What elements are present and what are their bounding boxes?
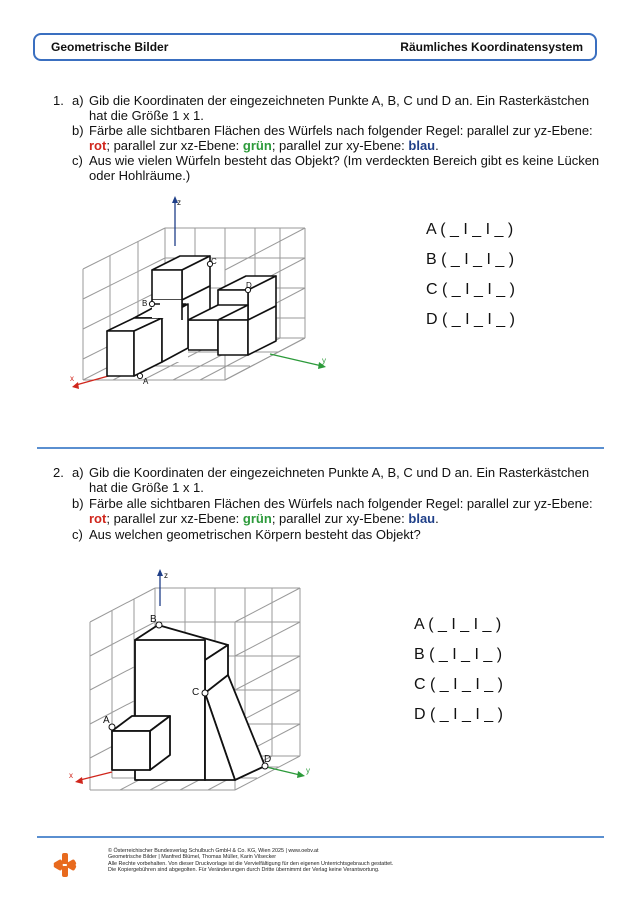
- answer-a[interactable]: A ( _ I _ I _ ): [414, 616, 502, 633]
- footer-authors: Geometrische Bilder | Manfred Blümel, Thomas Müller, Karin Vilsecker: [108, 854, 277, 861]
- task-1-c-text-2: oder Hohlräume.): [89, 168, 191, 183]
- point-a-marker: [109, 724, 115, 730]
- task-2-c-text: Aus welchen geometrischen Körpern besteht das Objekt?: [89, 527, 421, 542]
- answer-d[interactable]: D ( _ I _ I _ ): [426, 311, 515, 328]
- color-word-red: rot: [89, 138, 107, 153]
- label-d: D: [264, 754, 272, 765]
- task-2-a-text-2: hat die Größe 1 x 1.: [89, 480, 204, 495]
- answer-a[interactable]: A ( _ I _ I _ ): [426, 221, 514, 238]
- answer-b[interactable]: B ( _ I _ I _ ): [414, 646, 503, 663]
- label-y: y: [306, 766, 310, 775]
- point-b-marker: [156, 622, 162, 628]
- label-d: D: [246, 281, 252, 290]
- rule-text: ; parallel zur xz-Ebene:: [106, 511, 243, 526]
- task-2-a-text: Gib die Koordinaten der eingezeichneten Punkte A, B, C und D an. Ein Rasterkästchen: [89, 465, 590, 480]
- header-topic: Räumliches Koordinatensystem: [400, 40, 583, 54]
- label-x: x: [69, 771, 73, 780]
- label-z: z: [164, 571, 168, 580]
- color-word-blue: blau: [408, 138, 436, 153]
- label-a: A: [103, 715, 110, 726]
- label-c: C: [192, 687, 200, 698]
- task-1-number: 1.: [53, 93, 64, 108]
- task-1-a-text: Gib die Koordinaten der eingezeichneten Punkte A, B, C und D an. Ein Rasterkästchen: [89, 93, 590, 108]
- footer-copyright: © Österreichischer Bundesverlag Schulbuch GmbH & Co. KG, Wien 2025 | www.oebv.at: [108, 848, 319, 854]
- rule-end: .: [435, 511, 439, 526]
- task-1-a-label: a): [72, 93, 84, 108]
- answer-c[interactable]: C ( _ I _ I _ ): [414, 676, 503, 693]
- task-2-b-label: b): [72, 496, 84, 511]
- label-z: z: [177, 198, 181, 207]
- color-word-green: grün: [242, 138, 272, 153]
- task-1-a-text-2: hat die Größe 1 x 1.: [89, 108, 204, 123]
- footer-rights: Alle Rechte vorbehalten. Von dieser Druckvorlage ist die Vervielfältigung für den eigenen Unterrichtsgebrauch gestattet.: [108, 860, 394, 867]
- footer-fees: Die Kopiergebühren sind abgegolten. Für Veränderungen durch Dritte übernimmt der Verlag keine Verantwortung.: [108, 867, 380, 874]
- task-1-c-label: c): [72, 153, 83, 168]
- rule-text: ; parallel zur xy-Ebene:: [271, 138, 409, 153]
- answer-d[interactable]: D ( _ I _ I _ ): [414, 706, 503, 723]
- figure-2-solids: [112, 625, 265, 780]
- task-2-b-text: Färbe alle sichtbaren Flächen des Würfels nach folgender Regel: parallel zur yz-Ebene:: [89, 496, 593, 511]
- y-axis-arrow-icon: [297, 771, 305, 778]
- color-word-blue: blau: [408, 511, 436, 526]
- rule-text: ; parallel zur xz-Ebene:: [106, 138, 243, 153]
- task-1-b-label: b): [72, 123, 84, 138]
- answer-b[interactable]: B ( _ I _ I _ ): [426, 251, 515, 268]
- color-word-red: rot: [89, 511, 107, 526]
- publisher-logo: [52, 852, 78, 878]
- point-c-marker: [202, 690, 208, 696]
- x-axis: [80, 772, 112, 780]
- label-b: B: [142, 299, 148, 308]
- answer-c[interactable]: C ( _ I _ I _ ): [426, 281, 515, 298]
- label-c: C: [211, 257, 217, 266]
- task-2-number: 2.: [53, 465, 64, 480]
- task-2-c-label: c): [72, 527, 83, 542]
- rule-text: ; parallel zur xy-Ebene:: [271, 511, 409, 526]
- task-2-a-label: a): [72, 465, 84, 480]
- label-y: y: [322, 356, 326, 365]
- z-axis-arrow-icon: [157, 569, 163, 576]
- task-1-b-text: Färbe alle sichtbaren Flächen des Würfels nach folgender Regel: parallel zur yz-Ebene:: [89, 123, 593, 138]
- footer: [108, 848, 393, 874]
- header-title: Geometrische Bilder: [51, 40, 169, 54]
- x-axis-arrow-icon: [75, 777, 83, 784]
- footer-divider: [37, 836, 604, 838]
- logo-icon: [53, 853, 77, 877]
- color-word-green: grün: [242, 511, 272, 526]
- task-2-answers: [414, 610, 503, 730]
- label-x: x: [70, 374, 74, 383]
- rule-end: .: [435, 138, 439, 153]
- task-1-c-text: Aus wie vielen Würfeln besteht das Objekt? (Im verdeckten Bereich gibt es keine Lücken: [89, 153, 600, 168]
- label-b: B: [150, 614, 157, 625]
- label-a: A: [143, 377, 149, 386]
